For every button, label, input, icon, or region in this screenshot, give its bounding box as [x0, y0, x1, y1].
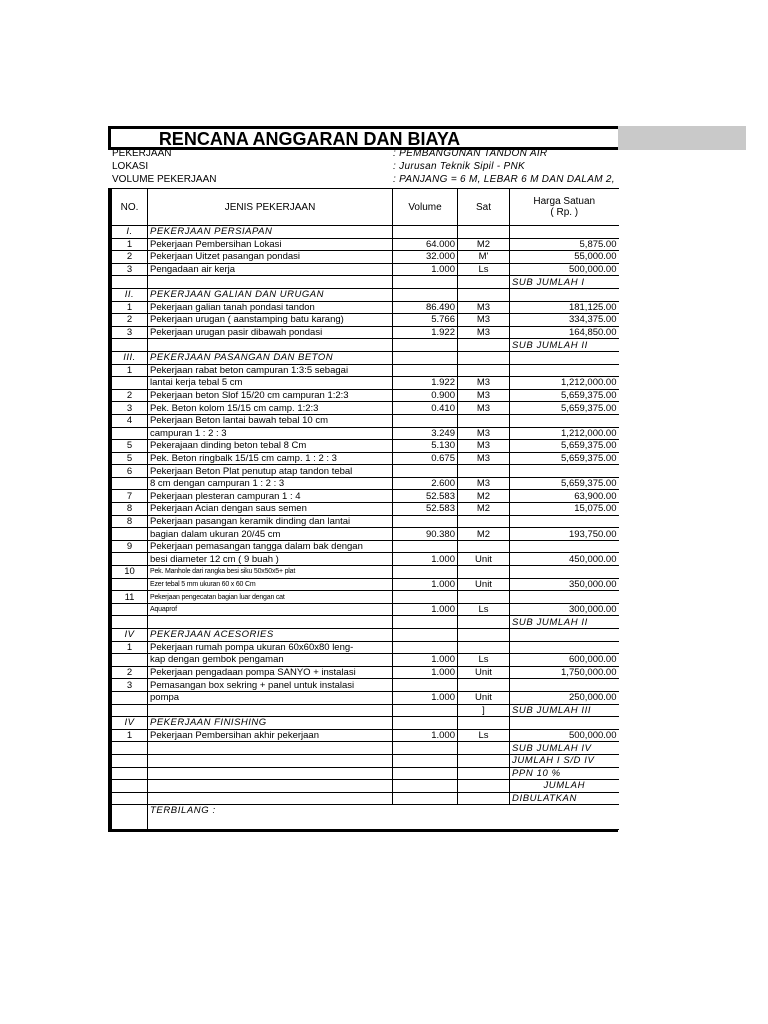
header-harga-label: Harga Satuan [533, 196, 596, 207]
row-no [112, 767, 148, 780]
row-volume: 1.000 [393, 578, 458, 591]
row-sat: Unit [458, 578, 510, 591]
row-no: IV [112, 629, 148, 642]
row-volume: 1.000 [393, 263, 458, 276]
row-volume: 1.000 [393, 603, 458, 616]
row-desc: Pekerjaan galian tanah pondasi tandon [148, 301, 393, 314]
title-shade [618, 126, 746, 150]
row-desc [148, 616, 393, 629]
table-body [112, 226, 619, 830]
row-no: 1 [112, 641, 148, 654]
row-desc: Aquaprof [148, 603, 393, 616]
header-no: NO. [112, 189, 148, 226]
row-harga: 15,075.00 [510, 503, 619, 516]
subtotal-row [112, 754, 619, 767]
row-harga [510, 364, 619, 377]
info-value-lokasi: : Jurusan Teknik Sipil - PNK [393, 161, 525, 172]
row-volume [393, 742, 458, 755]
row-sat [458, 465, 510, 478]
row-volume [393, 792, 458, 805]
row-sat [458, 641, 510, 654]
section-title: PEKERJAAN FINISHING [148, 717, 393, 730]
rab-table [111, 188, 619, 830]
terbilang-row [112, 805, 619, 830]
row-desc [148, 780, 393, 793]
row-sat [458, 792, 510, 805]
section-row [112, 226, 619, 239]
subtotal-row [112, 276, 619, 289]
table-row [112, 377, 619, 390]
row-harga: 181,125.00 [510, 301, 619, 314]
row-no [112, 742, 148, 755]
row-volume [393, 754, 458, 767]
subtotal-row [112, 339, 619, 352]
row-sat [458, 351, 510, 364]
row-volume [393, 717, 458, 730]
row-harga [510, 717, 619, 730]
row-desc [148, 704, 393, 717]
row-no: 8 [112, 503, 148, 516]
row-no: 7 [112, 490, 148, 503]
table-row [112, 603, 619, 616]
row-sat [458, 742, 510, 755]
table-row [112, 251, 619, 264]
row-sat [458, 288, 510, 301]
row-no: IV [112, 717, 148, 730]
row-sat: Unit [458, 666, 510, 679]
row-volume [393, 414, 458, 427]
row-volume [393, 515, 458, 528]
row-desc [148, 792, 393, 805]
row-desc: Pekerjaan Beton lantai bawah tebal 10 cm [148, 414, 393, 427]
row-harga: 600,000.00 [510, 654, 619, 667]
info-value-volume: : PANJANG = 6 M, LEBAR 6 M DAN DALAM 2, [393, 174, 615, 185]
subtotal-row [112, 767, 619, 780]
row-no: I. [112, 226, 148, 239]
row-volume: 2.600 [393, 477, 458, 490]
row-desc: Pekerjaan Uitzet pasangan pondasi [148, 251, 393, 264]
section-title: PEKERJAAN ACESORIES [148, 629, 393, 642]
row-no: 8 [112, 515, 148, 528]
row-sat: M3 [458, 377, 510, 390]
row-volume: 0.900 [393, 389, 458, 402]
row-sat: Ls [458, 263, 510, 276]
header-harga-satuan [510, 189, 619, 226]
row-no [112, 704, 148, 717]
row-volume [393, 288, 458, 301]
row-sat: M3 [458, 314, 510, 327]
row-volume [393, 351, 458, 364]
row-harga [510, 414, 619, 427]
row-harga: 193,750.00 [510, 528, 619, 541]
row-sat: M3 [458, 452, 510, 465]
row-sat [458, 339, 510, 352]
row-no [112, 528, 148, 541]
table-row [112, 364, 619, 377]
row-volume: 1.000 [393, 729, 458, 742]
row-desc: Pekerjaan Beton Plat penutup atap tandon tebal [148, 465, 393, 478]
header-sat: Sat [458, 189, 510, 226]
table-row [112, 578, 619, 591]
row-sat: M3 [458, 477, 510, 490]
table-row [112, 540, 619, 553]
row-desc: pompa [148, 691, 393, 704]
row-volume: 1.000 [393, 654, 458, 667]
table-row [112, 503, 619, 516]
table-row [112, 553, 619, 566]
row-sat [458, 679, 510, 692]
subtotal-label: PPN 10 % [510, 767, 619, 780]
row-desc: Pekerjaan Acian dengan saus semen [148, 503, 393, 516]
row-no: 2 [112, 251, 148, 264]
row-desc: Pekerjaan plesteran campuran 1 : 4 [148, 490, 393, 503]
row-volume [393, 704, 458, 717]
row-no [112, 691, 148, 704]
row-no: 3 [112, 679, 148, 692]
table-row [112, 641, 619, 654]
row-desc: Pengadaan air kerja [148, 263, 393, 276]
row-volume: 86.490 [393, 301, 458, 314]
row-volume: 1.000 [393, 691, 458, 704]
row-no: 4 [112, 414, 148, 427]
row-desc: Pekerjaan urugan ( aanstamping batu karang) [148, 314, 393, 327]
row-harga: 350,000.00 [510, 578, 619, 591]
row-harga: 1,750,000.00 [510, 666, 619, 679]
row-no [112, 578, 148, 591]
table-row [112, 238, 619, 251]
row-sat: M3 [458, 301, 510, 314]
row-volume [393, 780, 458, 793]
row-no: 11 [112, 591, 148, 604]
row-volume: 3.249 [393, 427, 458, 440]
table-row [112, 465, 619, 478]
row-volume [393, 226, 458, 239]
row-volume [393, 616, 458, 629]
row-no: 3 [112, 402, 148, 415]
row-harga: 1,212,000.00 [510, 377, 619, 390]
row-harga: 500,000.00 [510, 729, 619, 742]
row-desc: Pek. Beton ringbalk 15/15 cm camp. 1 : 2 : 3 [148, 452, 393, 465]
row-volume: 0.675 [393, 452, 458, 465]
row-no [112, 339, 148, 352]
subtotal-label: SUB JUMLAH IV [510, 742, 619, 755]
row-volume: 64.000 [393, 238, 458, 251]
section-row [112, 351, 619, 364]
row-desc: besi diameter 12 cm ( 9 buah ) [148, 553, 393, 566]
row-sat: M3 [458, 440, 510, 453]
terbilang-label: TERBILANG : [148, 805, 619, 830]
subtotal-row [112, 616, 619, 629]
row-harga [510, 566, 619, 579]
row-desc: Pek. Beton kolom 15/15 cm camp. 1:2:3 [148, 402, 393, 415]
section-row [112, 288, 619, 301]
row-desc: Pekerjaan Pembersihan Lokasi [148, 238, 393, 251]
row-harga: 300,000.00 [510, 603, 619, 616]
row-harga: 500,000.00 [510, 263, 619, 276]
section-row [112, 629, 619, 642]
row-harga: 250,000.00 [510, 691, 619, 704]
header-volume: Volume [393, 189, 458, 226]
header-harga-unit: ( Rp. ) [550, 207, 579, 218]
row-harga [510, 591, 619, 604]
row-no: 2 [112, 389, 148, 402]
table-row [112, 427, 619, 440]
row-desc: Ezer tebal 5 mm ukuran 60 x 60 Cm [148, 578, 393, 591]
table-row [112, 591, 619, 604]
table-row [112, 528, 619, 541]
row-volume: 1.922 [393, 326, 458, 339]
subtotal-row [112, 742, 619, 755]
row-sat: M2 [458, 238, 510, 251]
subtotal-row [112, 792, 619, 805]
row-sat [458, 591, 510, 604]
row-sat [458, 414, 510, 427]
row-no: II. [112, 288, 148, 301]
row-harga [510, 351, 619, 364]
row-harga: 450,000.00 [510, 553, 619, 566]
table-row [112, 314, 619, 327]
row-no [112, 377, 148, 390]
row-sat [458, 566, 510, 579]
row-volume: 52.583 [393, 490, 458, 503]
row-desc [148, 767, 393, 780]
row-desc: Pekerjaan rumah pompa ukuran 60x60x80 leng- [148, 641, 393, 654]
subtotal-label: JUMLAH [510, 780, 619, 793]
row-volume [393, 566, 458, 579]
table-row [112, 402, 619, 415]
row-harga [510, 679, 619, 692]
row-sat: M2 [458, 490, 510, 503]
row-no: 1 [112, 729, 148, 742]
row-no [112, 754, 148, 767]
info-label-lokasi: LOKASI [112, 161, 149, 172]
row-desc [148, 754, 393, 767]
row-harga: 1,212,000.00 [510, 427, 619, 440]
subtotal-label: SUB JUMLAH II [510, 339, 619, 352]
row-no [112, 477, 148, 490]
row-no [112, 553, 148, 566]
row-harga: 55,000.00 [510, 251, 619, 264]
row-volume [393, 540, 458, 553]
row-volume [393, 679, 458, 692]
row-desc: Pekerajaan dinding beton tebal 8 Cm [148, 440, 393, 453]
row-no [112, 792, 148, 805]
table-row [112, 679, 619, 692]
row-sat: M3 [458, 402, 510, 415]
row-volume: 0.410 [393, 402, 458, 415]
table-row [112, 729, 619, 742]
section-row [112, 717, 619, 730]
row-no: 1 [112, 238, 148, 251]
subtotal-label: SUB JUMLAH II [510, 616, 619, 629]
row-no: III. [112, 351, 148, 364]
row-desc: lantai kerja tebal 5 cm [148, 377, 393, 390]
row-harga [510, 515, 619, 528]
row-harga [510, 629, 619, 642]
row-sat [458, 540, 510, 553]
row-sat [458, 767, 510, 780]
row-sat: Ls [458, 729, 510, 742]
row-sat: Ls [458, 603, 510, 616]
row-volume: 90.380 [393, 528, 458, 541]
row-desc: campuran 1 : 2 : 3 [148, 427, 393, 440]
row-desc: Pekerjaan pengadaan pompa SANYO + instalasi [148, 666, 393, 679]
row-harga: 63,900.00 [510, 490, 619, 503]
row-volume [393, 641, 458, 654]
row-harga [510, 288, 619, 301]
row-no: 10 [112, 566, 148, 579]
table-row [112, 666, 619, 679]
table-row [112, 440, 619, 453]
row-volume [393, 591, 458, 604]
row-no: 1 [112, 301, 148, 314]
row-sat [458, 276, 510, 289]
row-harga [510, 465, 619, 478]
row-sat: Ls [458, 654, 510, 667]
row-harga [510, 540, 619, 553]
subtotal-label: SUB JUMLAH I [510, 276, 619, 289]
table-row [112, 477, 619, 490]
row-sat [458, 780, 510, 793]
row-sat [458, 629, 510, 642]
row-volume [393, 339, 458, 352]
row-desc: Pekerjaan rabat beton campuran 1:3:5 sebagai [148, 364, 393, 377]
row-no [112, 276, 148, 289]
row-sat [458, 226, 510, 239]
row-harga: 334,375.00 [510, 314, 619, 327]
subtotal-label: DIBULATKAN [510, 792, 619, 805]
row-no: 5 [112, 452, 148, 465]
row-desc: Pekerjaan urugan pasir dibawah pondasi [148, 326, 393, 339]
row-desc [148, 742, 393, 755]
table-row [112, 654, 619, 667]
row-desc: Pekerjaan Pembersihan akhir pekerjaan [148, 729, 393, 742]
row-harga: 5,659,375.00 [510, 389, 619, 402]
row-no [112, 427, 148, 440]
row-sat: Unit [458, 553, 510, 566]
info-label-volume: VOLUME PEKERJAAN [112, 174, 217, 185]
table-row [112, 326, 619, 339]
row-desc [148, 339, 393, 352]
table-row [112, 389, 619, 402]
table-row [112, 515, 619, 528]
table-row [112, 414, 619, 427]
row-volume [393, 364, 458, 377]
row-sat: M2 [458, 503, 510, 516]
info-label-pekerjaan: PEKERJAAN [112, 148, 172, 159]
row-sat [458, 754, 510, 767]
row-no [112, 616, 148, 629]
row-volume: 5.130 [393, 440, 458, 453]
row-desc: Pekerjaan pemasangan tangga dalam bak dengan [148, 540, 393, 553]
row-volume [393, 767, 458, 780]
row-sat [458, 364, 510, 377]
row-harga: 5,659,375.00 [510, 477, 619, 490]
row-sat: M3 [458, 389, 510, 402]
row-harga: 5,659,375.00 [510, 402, 619, 415]
row-sat: Unit [458, 691, 510, 704]
row-harga: 5,659,375.00 [510, 452, 619, 465]
row-volume: 1.000 [393, 553, 458, 566]
row-no: 5 [112, 440, 148, 453]
row-desc: bagian dalam ukuran 20/45 cm [148, 528, 393, 541]
row-sat: ] [458, 704, 510, 717]
row-sat: M' [458, 251, 510, 264]
subtotal-label: JUMLAH I S/D IV [510, 754, 619, 767]
section-title: PEKERJAAN PERSIAPAN [148, 226, 393, 239]
row-volume: 5.766 [393, 314, 458, 327]
row-volume: 32.000 [393, 251, 458, 264]
row-no: 6 [112, 465, 148, 478]
row-no: 2 [112, 314, 148, 327]
row-desc: 8 cm dengan campuran 1 : 2 : 3 [148, 477, 393, 490]
row-no: 9 [112, 540, 148, 553]
table-row [112, 490, 619, 503]
row-sat [458, 515, 510, 528]
row-no [112, 603, 148, 616]
table-header-row [112, 189, 619, 226]
header-jenis-pekerjaan: JENIS PEKERJAAN [148, 189, 393, 226]
row-desc: Pekerjaan pengecatan bagian luar dengan cat [148, 591, 393, 604]
row-no [112, 654, 148, 667]
row-desc: Pekerjaan beton Slof 15/20 cm campuran 1:2:3 [148, 389, 393, 402]
row-desc: Pekerjaan pasangan keramik dinding dan lantai [148, 515, 393, 528]
row-desc [148, 276, 393, 289]
row-volume [393, 276, 458, 289]
row-sat [458, 717, 510, 730]
row-sat [458, 616, 510, 629]
row-no [112, 780, 148, 793]
row-harga: 164,850.00 [510, 326, 619, 339]
row-volume: 52.583 [393, 503, 458, 516]
subtotal-row [112, 704, 619, 717]
subtotal-label: SUB JUMLAH III [510, 704, 619, 717]
row-no: 3 [112, 263, 148, 276]
table-row [112, 301, 619, 314]
row-volume: 1.000 [393, 666, 458, 679]
section-title: PEKERJAAN PASANGAN DAN BETON [148, 351, 393, 364]
row-no: 3 [112, 326, 148, 339]
row-desc: Pemasangan box sekring + panel untuk instalasi [148, 679, 393, 692]
row-desc: kap dengan gembok pengaman [148, 654, 393, 667]
terbilang-no-cell [112, 805, 148, 830]
subtotal-row [112, 780, 619, 793]
row-desc: Pek. Manhole dari rangka besi siku 50x50x5+ plat [148, 566, 393, 579]
row-volume [393, 465, 458, 478]
section-title: PEKERJAAN GALIAN DAN URUGAN [148, 288, 393, 301]
table-row [112, 263, 619, 276]
row-sat: M2 [458, 528, 510, 541]
rab-table-container [108, 188, 618, 832]
row-sat: M3 [458, 427, 510, 440]
info-value-pekerjaan: : PEMBANGUNAN TANDON AIR [393, 148, 548, 159]
row-volume [393, 629, 458, 642]
table-row [112, 566, 619, 579]
row-harga: 5,875.00 [510, 238, 619, 251]
document-title: RENCANA ANGGARAN DAN BIAYA [108, 126, 618, 150]
row-sat: M3 [458, 326, 510, 339]
table-row [112, 452, 619, 465]
row-no: 2 [112, 666, 148, 679]
row-harga: 5,659,375.00 [510, 440, 619, 453]
row-harga [510, 226, 619, 239]
row-harga [510, 641, 619, 654]
row-volume: 1.922 [393, 377, 458, 390]
row-no: 1 [112, 364, 148, 377]
table-row [112, 691, 619, 704]
